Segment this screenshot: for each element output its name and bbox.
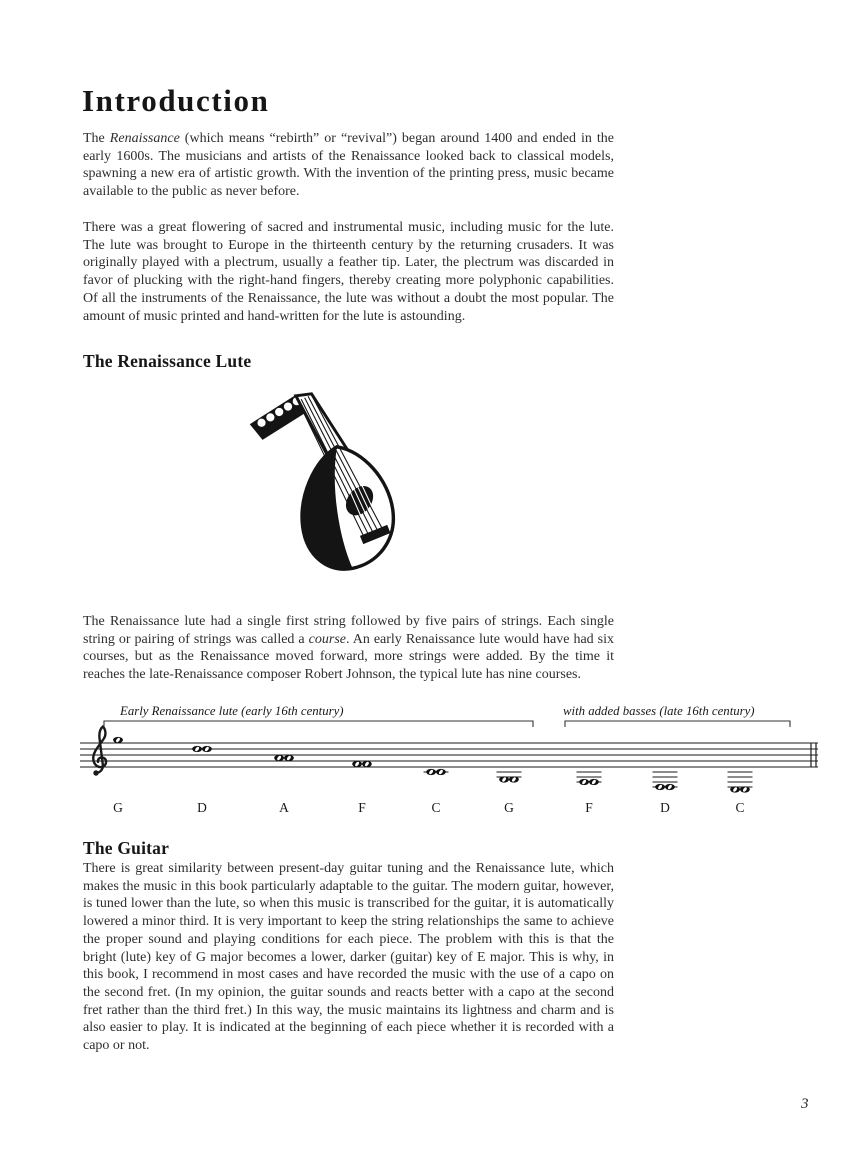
bracket-label-1 [104, 704, 533, 727]
course-note-C [424, 769, 449, 815]
lute-illustration [229, 386, 445, 582]
course-note-D [192, 746, 212, 815]
course-note-C [728, 772, 753, 815]
svg-text:A: A [279, 800, 289, 815]
svg-text:D: D [660, 800, 670, 815]
lute-drawing [229, 386, 445, 582]
svg-text:G: G [504, 800, 514, 815]
guitar-paragraph: There is great similarity between present-day guitar tuning and the Renaissance lute, which makes the music in this book particularly adaptable to the guitar. The modern guitar, however, is tuned lower than the lute, so when this music is transcribed for the guitar, it is automatically lowered a minor third. It is very important to keep the string relationships the same to achieve the proper sound and playing conditions for each piece. The problem with this is that the bright (lute) key of G major becomes a lower, darker (guitar) key of E major. This is why, in this book, I recommend in most cases and have recorded the music with the use of a capo on the second fret. (In my opinion, the guitar sounds and reacts better with a capo at the second fret rather than the third fret.) In this way, the music maintains its lightness and charm and is also easier to play. It is indicated at the beginning of each piece whether it is recorded with a capo or not. [83, 861, 614, 1054]
bracket-label-2 [563, 704, 790, 727]
lute-paragraph: The Renaissance lute had a single first string followed by five pairs of strings. Each single string or pairing of strings was called a course. An early Renaissance lute would have had six courses, but as the Renaissance moved forward, more strings were added. By the time it reaches the late-Renaissance composer Robert Johnson, the typical lute has nine courses. [83, 614, 614, 683]
svg-text:G: G [113, 800, 123, 815]
intro-paragraph-2: There was a great flowering of sacred and instrumental music, including music for the lute. The lute was brought to Europe in the thirteenth century by the returning crusaders. It was originally played with a plectrum, usually a feather tip. Later, the plectrum was discarded in favor of plucking with the right-hand fingers, thereby creating more polyphonic capabilities. Of all the instruments of the Renaissance, the lute was without a doubt the most popular. The amount of music printed and hand-written for the lute is astounding. [83, 220, 614, 324]
svg-text:with added basses (late 16th c: with added basses (late 16th century) [563, 704, 755, 718]
svg-text:F: F [585, 800, 593, 815]
svg-text:C: C [735, 800, 745, 815]
svg-text:C: C [431, 800, 441, 815]
section-heading-renaissance-lute: The Renaissance Lute [83, 351, 252, 371]
treble-clef-icon [93, 727, 106, 776]
course-note-G [497, 772, 522, 815]
svg-text:D: D [197, 800, 207, 815]
course-note-F [352, 761, 372, 815]
course-note-D [653, 772, 678, 815]
staff-notation [80, 699, 820, 821]
lute-tuning-staff [80, 699, 820, 821]
svg-text:Early Renaissance lute (early: Early Renaissance lute (early 16th century) [120, 704, 344, 718]
section-heading-guitar: The Guitar [83, 838, 170, 858]
course-note-A [274, 755, 294, 815]
svg-text:F: F [358, 800, 366, 815]
page-title: Introduction [82, 83, 270, 118]
page-number: 3 [801, 1096, 809, 1112]
intro-paragraph-1: The Renaissance (which means “rebirth” or “revival”) began around 1400 and ended in the early 1600s. The musicians and artists of the Renaissance looked back to classical models, spawning a new era of artistic growth. With the invention of the printing press, music became available to the public as never before. [83, 131, 615, 200]
course-note-F [577, 772, 602, 815]
